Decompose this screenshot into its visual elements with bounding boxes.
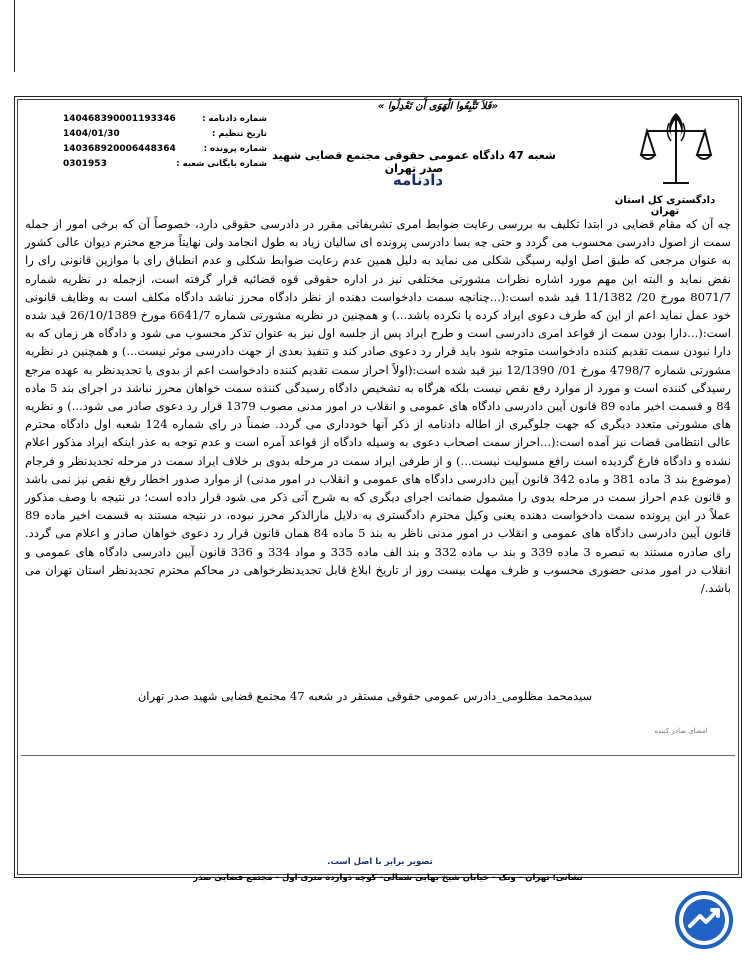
verdict-number: 140468390001193346 [63,113,176,124]
meta-row-date [63,126,267,141]
court-address: نشانی: تهران - ونک - خیابان شیخ بهایی شمالی- کوچه دوازده متری اول - مجتمع قضایی صدر [193,873,583,883]
case-number: 140368920006448364 [63,143,176,154]
signature-divider [21,755,735,756]
issue-date-label: تاریخ تنظیم : [212,128,267,139]
court-name: دادگستری کل استان تهران [614,195,716,217]
iran-judiciary-emblem-icon [639,109,713,189]
quran-verse: «فَلاَ تَتَّبِعُوا الْهَوَى أَن تَعْدِلُوا » [377,101,499,112]
meta-row-archive-number [63,156,267,171]
archive-number-label: شماره بایگانی شعبه : [176,158,267,169]
case-metadata [63,111,267,171]
page-edge-line [14,0,15,72]
branch-name: شعبه 47 دادگاه عمومی حقوقی مجتمع قضایی شهید صدر تهران [272,149,556,175]
issue-date: 1404/01/30 [63,128,120,139]
archive-number: 0301953 [63,158,107,169]
certified-copy-note: تصویر برابر با اصل است. [327,857,433,867]
case-number-label: شماره پرونده : [203,143,267,154]
document-title: دادنامه [392,171,444,189]
meta-row-verdict-number [63,111,267,126]
document-frame [14,96,742,883]
judge-signature-line: سیدمحمد مظلومی_دادرس عمومی حقوقی مستقر در شعبه 47 مجتمع قضایی شهید صدر تهران [137,689,593,703]
chart-trend-logo-icon [674,890,734,950]
meta-row-case-number [63,141,267,156]
verdict-body-text: چه آن که مقام قضایی در ابتدا تکلیف به بررسی رعایت ضوابط امری تشریفاتی مقرر در دادرسی حقوقی دارد، خصوصاً آن که برخی امور از جمله سمت از اصول دادرسی محسوب می گردد و حتی چه بسا دادرسی پرونده ای سالیان زیاد به طول انجامد ولی نهایتاً مرجع محترم دیوان عالی کشور به عنوان مرجعی که طبق اصل اولیه رسیگی شکلی می نماید به دلیل همین عدم رعایت ضوابط شکلی و عدم انطباق رای با موازین قانونی رای را نقض نماید و البته این مهم مورد اشاره نظرات مشورتی مختلفی نیز در اداره حقوقی قوه قضائیه قرار گرفته است، ازجمله در نظریه شماره 8071/7 مورخ 20/ 11/1382 قید شده است:(...چنانچه سمت دادخواست دهنده از نظر دادگاه محرز نباشد دادگاه مکلف است به وظایف قانونی خود عمل نماید اعم از این که طرف دعوی ایراد کرده یا نکرده باشد...) و همچنین در نظریه مشورتی شماره 6641/7 مورخ 26/10/1389 قید شده است:(...دارا بودن سمت از قواعد امری دادرسی است و طرح ایراد پس از جلسه اول نیز به عنوان تذکر محسوب می شود و دادگاه هر زمان که به دارا نبودن سمت تقدیم کننده دادخواست متوجه شود باید قرار رد دعوی صادر کند و تنفیذ بعدی از جهت دادرسی موثر نیست...) و همچنین در نظریه مشورتی شماره 4798/7 مورخ 01/ 12/1390 نیز قید شده است:(اولاً احراز سمت تقدیم کننده دادخواست اعم از بدوی یا تجدیدنظر به عهده مرجع رسیدگی کننده است و مورد از موارد رفع نقص نیست بلکه هرگاه به تشخیص دادگاه رسیدگی کننده سمت خواهان محرز نباشد در اجرای بند 5 ماده 84 و قسمت اخیر ماده 89 قانون آیین دادرسی دادگاه های عمومی و انقلاب در امور مدنی مصوب 1379 قرار رد دعوی صادر می شود...) و نظریه های مشورتی متعدد دیگری که جهت جلوگیری از اطاله دادنامه از ذکر آنها خودداری می گردد. ضمناً در رای شماره 124 شعبه اول دادگاه محترم عالی انتظامی قضات نیز آمده است:(...احراز سمت اصحاب دعوی به وسیله دادگاه از قواعد آمره است و عدم توجه به عذر اینکه ایراد مذکور اعلام نشده و دادگاه فارغ گردیده است رافع مسولیت نیست...) و از طرفی ایراد سمت در مرحله بدوی بر خلاف ایراد سمت در مرحله تجدیدنظر و فرجام (موضوع بند 3 ماده 381 و ماده 342 قانون آیین دادرسی دادگاه های عمومی و انقلاب در امور مدنی) از موارد صدور اخطار رفع نقص نیز نمی باشد و قانون عدم احراز سمت در مرحله بدوی را مشمول ضمانت اجرای دیگری که به شرح آتی ذکر می شود قرار داده است؛ در نتیجه با وصف مذکور عملاً در این پرونده سمت دادخواست دهنده یعنی وکیل محترم دادگستری به دلایل مارالذکر محرز نبوده، در نتیجه مستند به قسمت اخیر ماده 89 قانون آیین دادرسی دادگاه های عمومی و انقلاب در امور مدنی ناظر به بند 5 ماده 84 همان قانون قرار رد دعوی خواهان صادر و اعلام می گردد. رای صادره مستند به تبصره 3 ماده 339 و بند ب ماده 332 و بند الف ماده 335 و مواد 334 و 336 قانون آیین دادرسی دادگاه های عمومی و انقلاب در امور مدنی حضوری محسوب و ظرف مهلت بیست روز از تاریخ ابلاغ قابل تجدیدنظرخواهی در محاکم محترم تجدیدنظر استان تهران می باشد./ [25,217,732,596]
verdict-number-label: شماره دادنامه : [202,113,267,124]
signature-label: امضای صادر کننده [654,727,708,735]
